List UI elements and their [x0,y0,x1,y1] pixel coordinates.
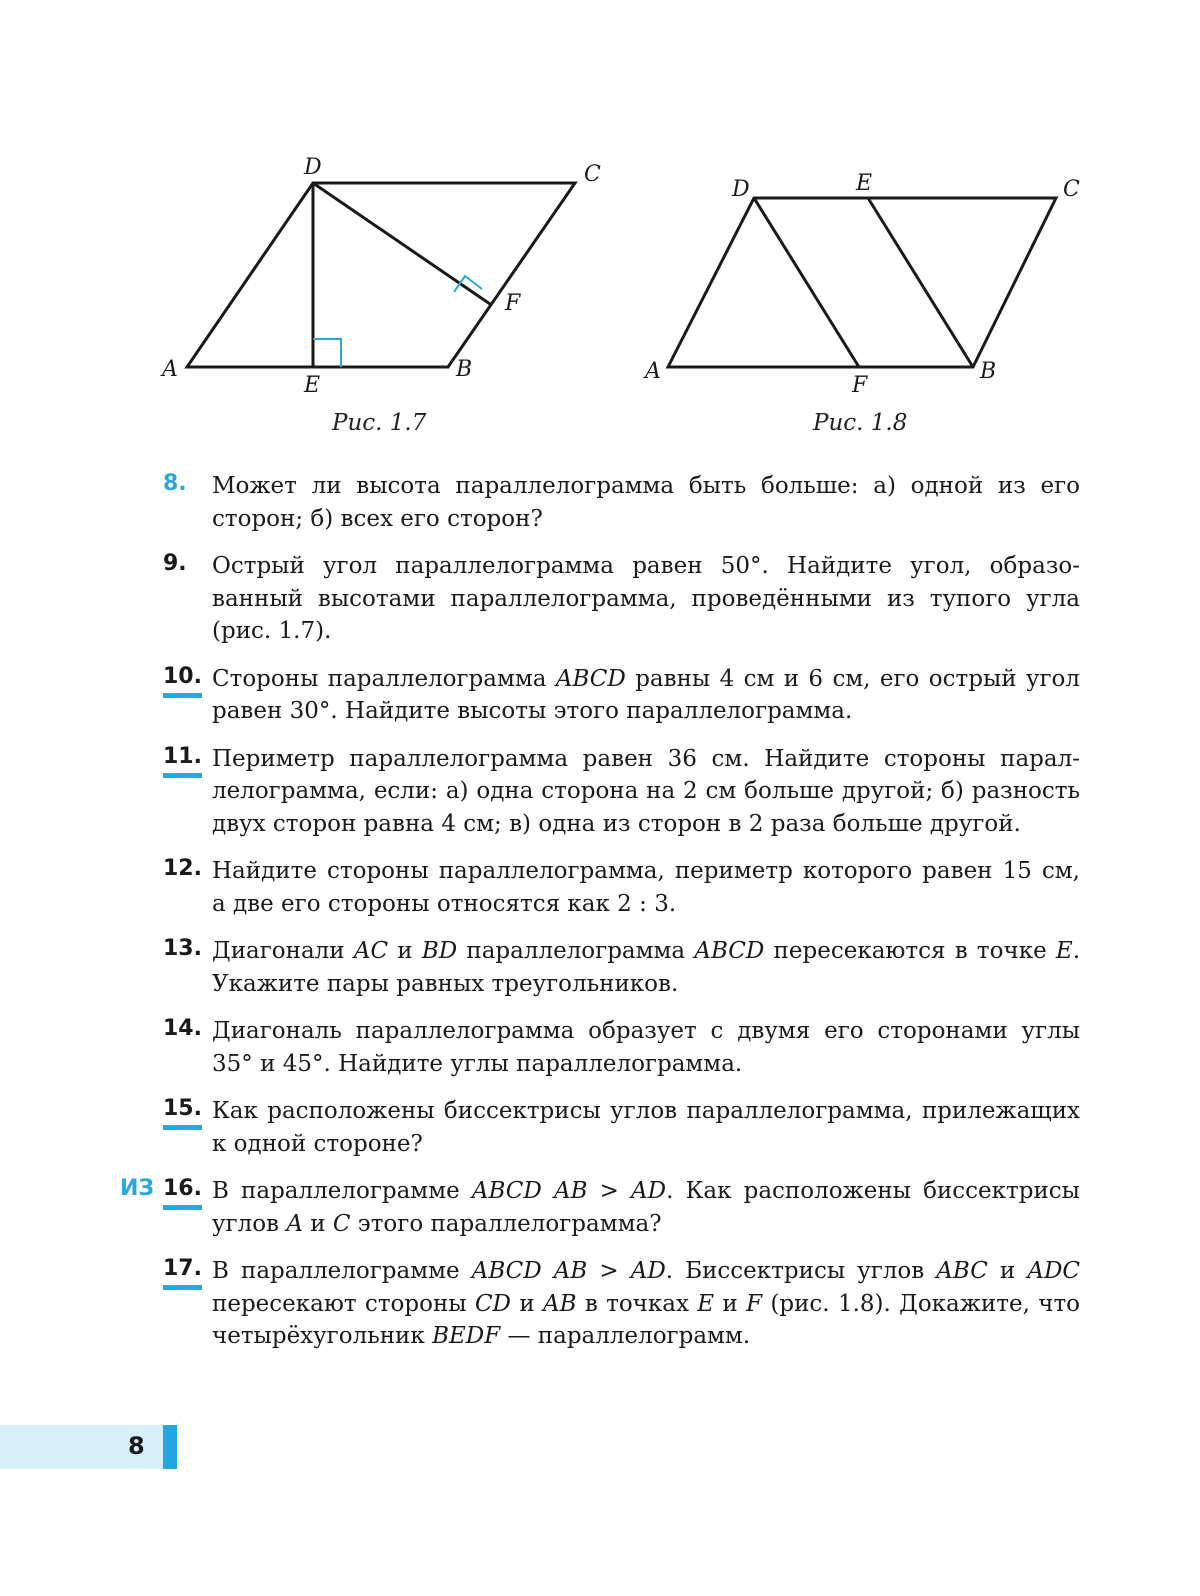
vertex-e-label: E [856,171,873,196]
figure-1-8 [630,150,1100,450]
problem-item [0,855,1200,920]
figure-1-8-drawing [630,150,1100,410]
problem-item [0,1255,1200,1353]
problem-item [0,1095,1200,1160]
figure-caption: Рис. 1.7 [332,410,427,436]
vertex-c-label: C [584,162,601,187]
problem-text: Диагонали AC и BD параллелограмма ABCD пересекаются в точке E. Укажите пары равных треугольников. [212,938,1081,997]
page-number-tab-accent [163,1425,177,1469]
problem-text: Как расположены биссектрисы углов параллелограмма, прилежащих к одной стороне? [212,1098,1080,1157]
problem-item [0,1175,1200,1240]
problem-number: 17. [163,1256,202,1281]
problem-item [0,743,1200,841]
problem-text: Острый угол параллелограмма равен 50°. Найдите угол, образованный высотами параллелограмма, проведёнными из тупого угла (рис. 1.7). [212,553,1080,644]
height-df [313,183,490,304]
problem-list [0,470,1200,1368]
vertex-b-label: B [980,359,997,384]
bisector-be [868,198,973,367]
problem-number: 16. [163,1176,202,1201]
figure-1-7 [150,150,630,450]
problem-text: В параллелограмме ABCD AB > AD. Биссектрисы углов ABC и ADC пересекают стороны CD и AB в точках E и F (рис. 1.8). Докажите, что четырёхугольник BEDF — параллелограмм. [212,1258,1081,1349]
figure-caption: Рис. 1.8 [813,410,908,436]
vertex-d-label: D [304,155,322,180]
problem-item [0,470,1200,535]
problem-number: 8. [163,471,187,496]
problem-number: 12. [163,856,202,881]
vertex-c-label: C [1063,177,1080,202]
problem-text: Может ли высота параллелограмма быть больше: а) одной из его сторон; б) всех его сторон? [212,473,1080,532]
page-number: 8 [128,1432,145,1460]
problem-item [0,1015,1200,1080]
vertex-b-label: B [456,357,473,382]
right-angle-e-mark [313,339,341,367]
parallelogram-abcd [187,183,575,367]
problem-number: 10. [163,663,202,689]
problem-text: В параллелограмме ABCD AB > AD. Как расположены биссектрисы углов A и C этого параллелограмма? [212,1178,1080,1237]
problem-text: Найдите стороны параллелограмма, периметр которого равен 15 см, а две его стороны относятся как 2 : 3. [212,858,1080,917]
problem-number: 14. [163,1016,202,1041]
problem-item [0,550,1200,648]
figure-1-7-drawing [150,150,630,410]
problem-text: Периметр параллелограмма равен 36 см. Найдите стороны параллелограмма, если: а) одна сторона на 2 см больше другой; б) разность двух сторон равна 4 см; в) одна из сторон в 2 раза больше другой. [212,745,1080,837]
vertex-f-label: F [505,291,521,316]
bisector-df [754,198,859,367]
problem-number: 11. [163,743,202,769]
problem-number: 13. [163,936,202,961]
problem-text: Диагональ параллелограмма образует с двумя его сторонами углы 35° и 45°. Найдите углы параллелограмма. [212,1018,1080,1077]
problem-number: 15. [163,1096,202,1121]
vertex-f-label: F [852,373,868,398]
problem-text: Стороны параллелограмма ABCD равны 4 см и 6 см, его острый угол равен 30°. Найдите высоты этого параллелограмма. [212,665,1080,724]
parallelogram-abcd [668,198,1056,367]
problem-marker: ИЗ [120,1176,155,1201]
vertex-a-label: A [645,359,661,384]
problem-number: 9. [163,551,187,576]
problem-item [0,935,1200,1000]
vertex-a-label: A [162,357,178,382]
vertex-e-label: E [304,373,321,398]
problem-item [0,663,1200,728]
vertex-d-label: D [732,177,750,202]
